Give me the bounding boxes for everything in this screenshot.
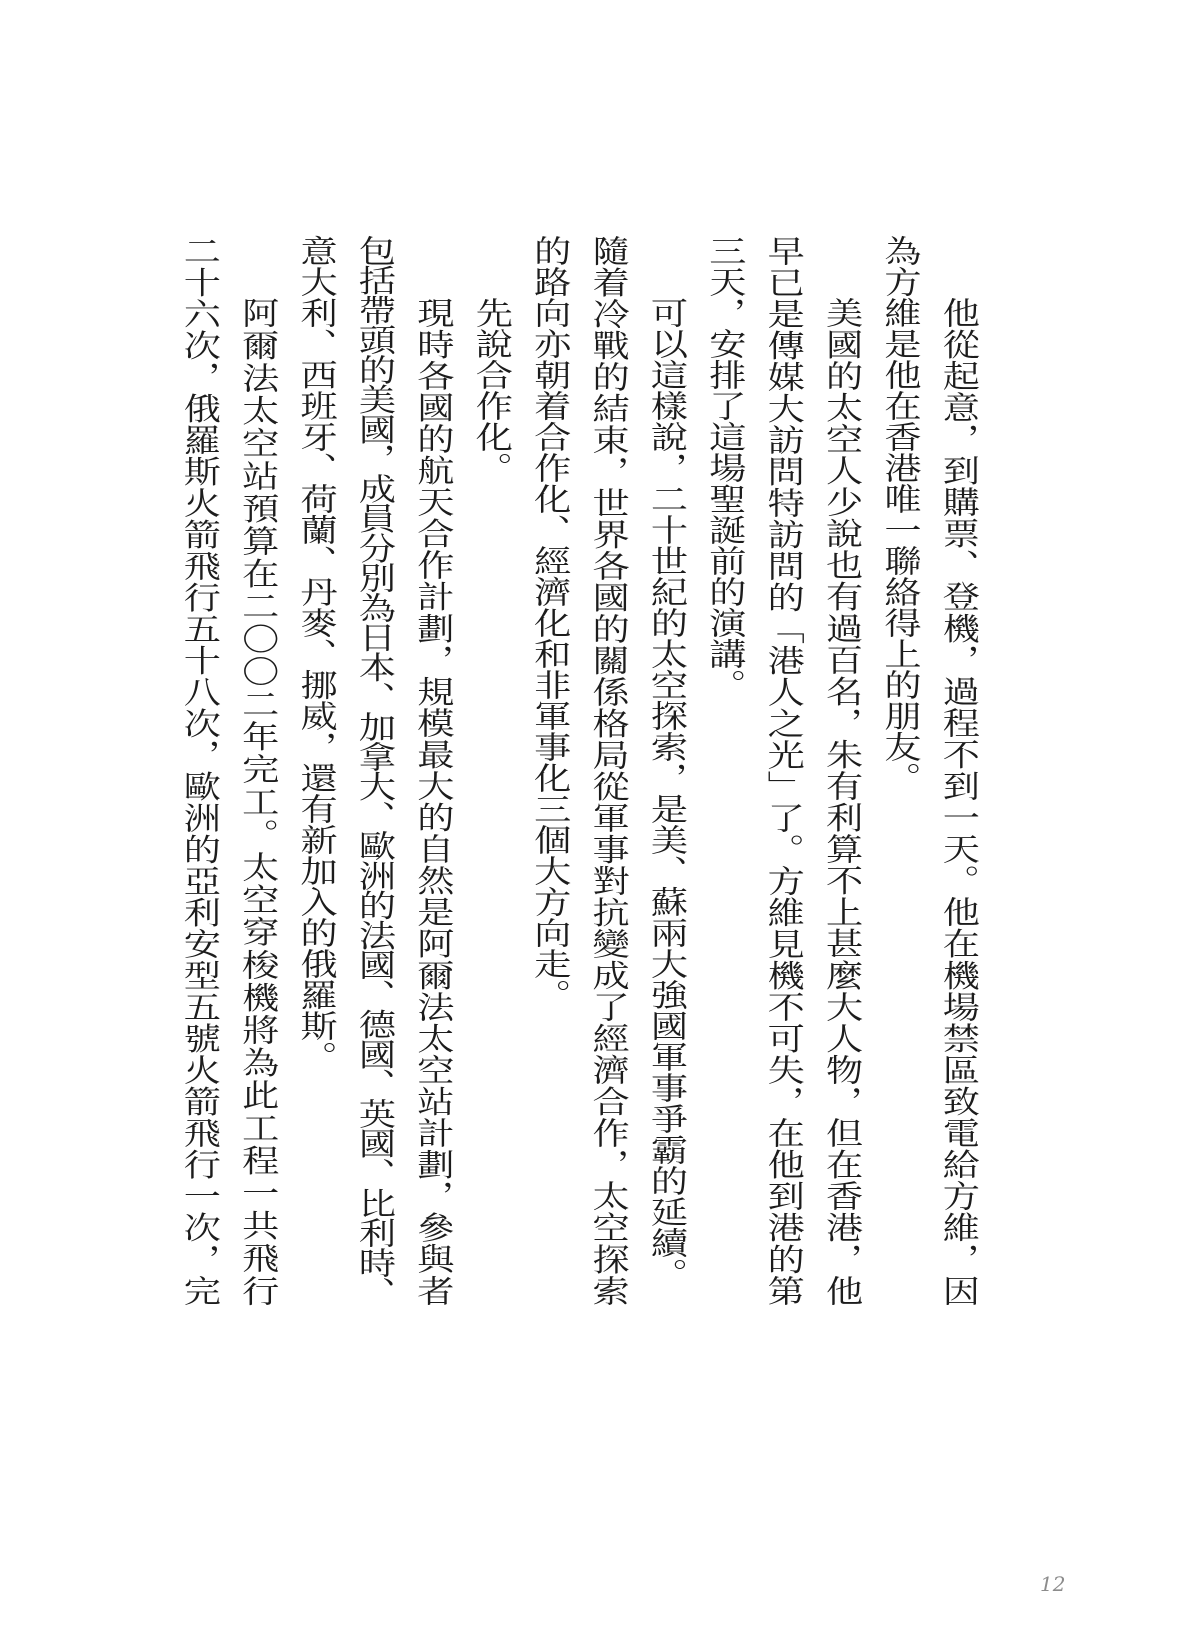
text-column: 的路向亦朝着合作化、經濟化和非軍事化三個大方向走。 [526, 235, 571, 1010]
text-column: 他從起意，到購票、登機，過程不到一天。他在機場禁區致電給方維，因 [935, 297, 979, 1306]
text-column: 現時各國的航天合作計劃，規模最大的自然是阿爾法太空站計劃，參與者 [410, 297, 454, 1306]
text-column: 包括帶頭的美國，成員分別為日本、加拿大、歐洲的法國、德國、英國、比利時、 [351, 235, 395, 1306]
text-column: 二十六次，俄羅斯火箭飛行五十八次，歐洲的亞利安型五號火箭飛行一次，完 [176, 235, 220, 1306]
page-number: 12 [1040, 1572, 1066, 1596]
text-column: 美國的太空人少說也有過百名，朱有利算不上甚麼大人物，但在香港，他 [818, 297, 863, 1306]
text-column: 阿爾法太空站預算在二〇〇二年完工。太空穿梭機將為此工程一共飛行 [234, 297, 279, 1306]
text-column: 隨着冷戰的結束，世界各國的關係格局從軍事對抗變成了經濟合作，太空探索 [585, 235, 629, 1306]
text-column: 早已是傳媒大訪問特訪問的「港人之光」了。方維見機不可失，在他到港的第 [760, 235, 804, 1306]
text-column: 三天，安排了這場聖誕前的演講。 [702, 235, 746, 700]
vertical-text-block [168, 235, 986, 1306]
text-column: 先說合作化。 [468, 297, 512, 483]
text-column: 為方維是他在香港唯一聯絡得上的朋友。 [877, 235, 921, 793]
text-column: 意大利、西班牙、荷蘭、丹麥、挪威，還有新加入的俄羅斯。 [293, 235, 337, 1072]
text-column: 可以這樣說，二十世紀的太空探索，是美、蘇兩大強國軍事爭霸的延續。 [643, 297, 687, 1289]
